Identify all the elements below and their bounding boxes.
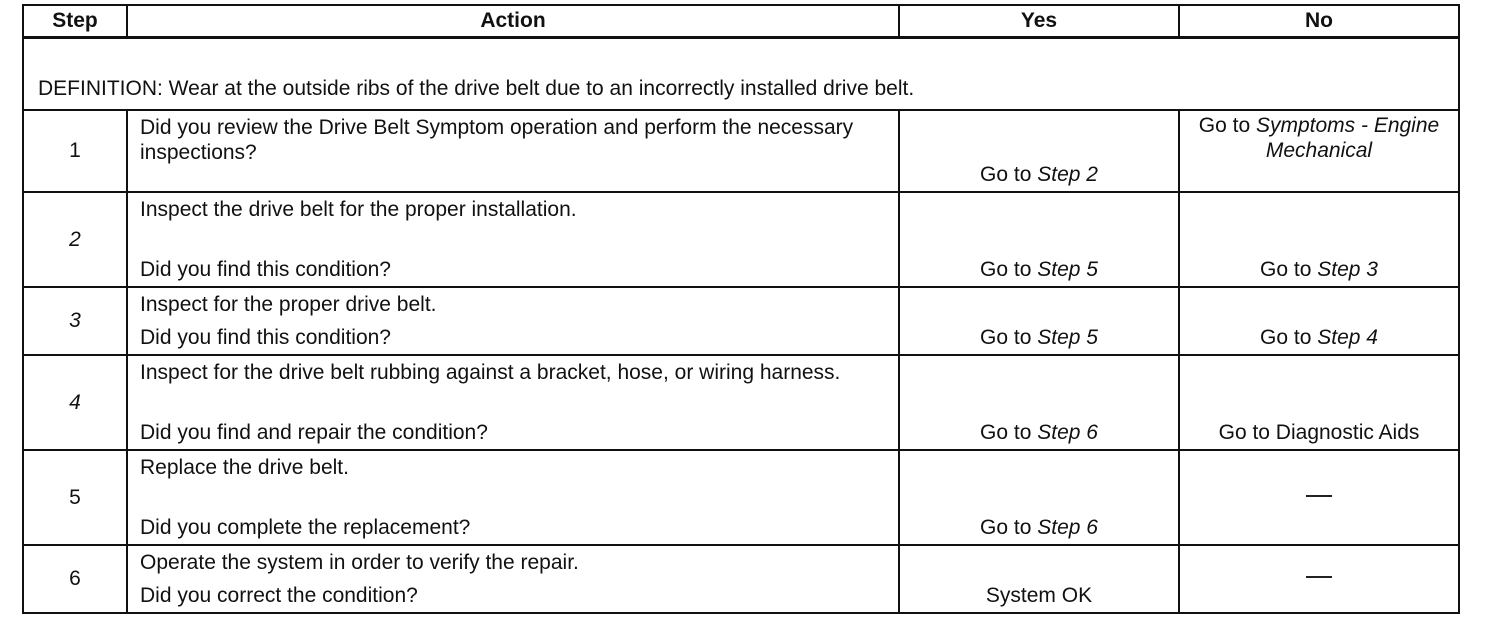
no-cell: [1179, 192, 1459, 287]
yes-result: System OK: [985, 584, 1093, 607]
action-cell: [127, 450, 899, 545]
step-number: 3: [23, 287, 127, 355]
yes-result: [908, 257, 1170, 282]
yes-result: [908, 325, 1170, 350]
yes-prefix: Go to: [980, 163, 1038, 186]
definition-row: [23, 38, 1459, 111]
diagnostic-table-wrapper: [22, 4, 1458, 614]
no-cell: [1179, 545, 1459, 613]
no-dash: [1306, 495, 1332, 497]
header-action: Action: [127, 5, 899, 38]
step-number: 5: [23, 450, 127, 545]
action-cell: [127, 192, 899, 287]
step-number: 4: [23, 355, 127, 450]
no-result: [1188, 113, 1450, 163]
header-step: Step: [23, 5, 127, 38]
table-row: [23, 287, 1459, 355]
action-text: Did you review the Drive Belt Symptom operation and perform the necessary inspections?: [140, 116, 854, 164]
action-text: Inspect for the proper drive belt.: [140, 293, 437, 316]
no-link[interactable]: Step 4: [1317, 326, 1378, 349]
no-prefix: Go to: [1260, 258, 1318, 281]
diagnostic-table: [22, 4, 1460, 614]
header-no: No: [1179, 5, 1459, 38]
no-cell: [1179, 355, 1459, 450]
no-cell: [1179, 450, 1459, 545]
action-question: Did you correct the condition?: [140, 584, 418, 607]
no-result: [1188, 257, 1450, 282]
step-number: 6: [23, 545, 127, 613]
header-row: [23, 5, 1459, 38]
action-question: Did you find and repair the condition?: [140, 421, 488, 444]
step-number: 1: [23, 110, 127, 192]
yes-link[interactable]: Step 5: [1037, 326, 1098, 349]
no-result: [1188, 325, 1450, 350]
no-prefix: Go to: [1260, 326, 1318, 349]
step-number: 2: [23, 192, 127, 287]
action-cell: [127, 545, 899, 613]
action-text: Operate the system in order to verify the repair.: [140, 551, 579, 574]
no-dash: [1306, 576, 1332, 578]
yes-cell: [899, 287, 1179, 355]
yes-cell: [899, 110, 1179, 192]
header-yes: Yes: [899, 5, 1179, 38]
yes-link[interactable]: Step 6: [1037, 516, 1098, 539]
action-cell: [127, 110, 899, 192]
action-cell: [127, 287, 899, 355]
yes-cell: [899, 192, 1179, 287]
no-result[interactable]: Go to Diagnostic Aids: [1218, 421, 1420, 444]
yes-prefix: Go to: [980, 326, 1038, 349]
definition-cell: [23, 38, 1459, 111]
yes-prefix: Go to: [980, 258, 1038, 281]
action-text: Replace the drive belt.: [140, 456, 349, 479]
yes-result: [908, 420, 1170, 445]
action-question: Did you complete the replacement?: [140, 516, 471, 539]
yes-link[interactable]: Step 5: [1037, 258, 1098, 281]
yes-result: [908, 515, 1170, 540]
yes-link[interactable]: Step 2: [1037, 163, 1098, 186]
yes-prefix: Go to: [980, 516, 1038, 539]
action-text: Inspect the drive belt for the proper installation.: [140, 198, 577, 221]
no-link[interactable]: Step 3: [1317, 258, 1378, 281]
yes-cell: [899, 450, 1179, 545]
yes-link[interactable]: Step 6: [1037, 421, 1098, 444]
no-link[interactable]: Symptoms - Engine Mechanical: [1255, 114, 1440, 162]
no-cell: [1179, 110, 1459, 192]
no-cell: [1179, 287, 1459, 355]
action-cell: [127, 355, 899, 450]
action-question: Did you find this condition?: [140, 326, 391, 349]
table-row: [23, 545, 1459, 613]
table-row: [23, 110, 1459, 192]
definition-text: DEFINITION: Wear at the outside ribs of the drive belt due to an incorrectly installed drive belt.: [38, 77, 915, 100]
yes-result: [908, 162, 1170, 187]
yes-prefix: Go to: [980, 421, 1038, 444]
table-row: [23, 355, 1459, 450]
table-row: [23, 192, 1459, 287]
yes-cell: [899, 545, 1179, 613]
action-text: Inspect for the drive belt rubbing against a bracket, hose, or wiring harness.: [140, 361, 841, 384]
yes-cell: [899, 355, 1179, 450]
action-question: Did you find this condition?: [140, 258, 391, 281]
no-prefix: Go to: [1198, 114, 1256, 137]
table-row: [23, 450, 1459, 545]
